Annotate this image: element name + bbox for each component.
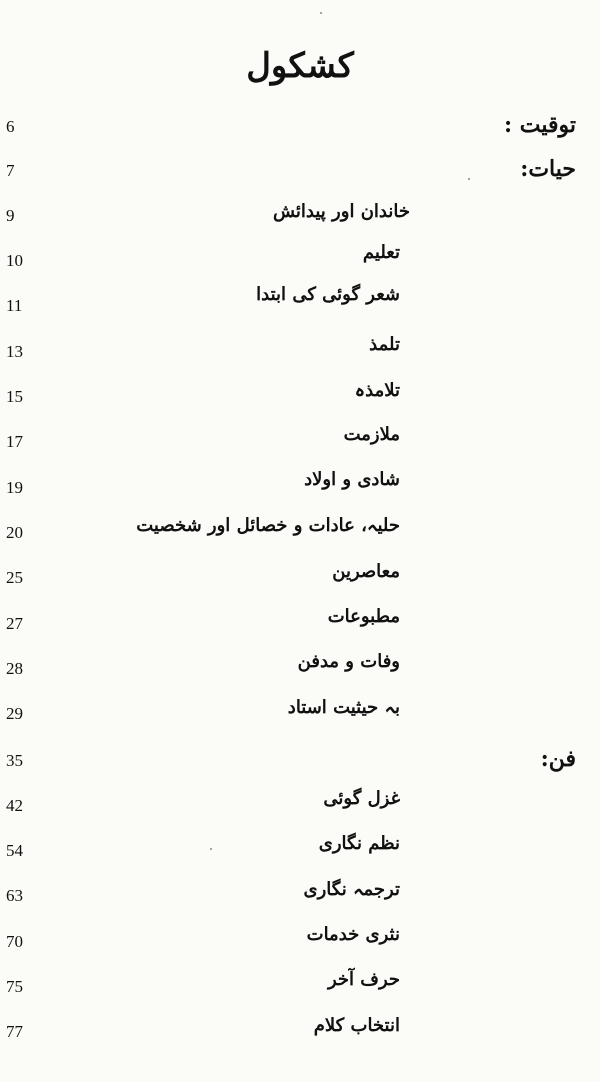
toc-entry: تلامذہ <box>354 380 400 401</box>
page-number: 13 <box>6 342 23 361</box>
paper-speck <box>210 848 212 850</box>
toc-entry: نظم نگاری <box>318 833 400 854</box>
page-number: 63 <box>6 886 23 905</box>
page-number: 54 <box>6 841 23 860</box>
toc-entry: وفات و مدفن <box>297 651 400 672</box>
toc-entry: شادی و اولاد <box>304 469 400 490</box>
toc-entry: خاندان اور پیدائش <box>272 201 410 222</box>
page-number: 25 <box>6 568 23 587</box>
toc-entry: شعر گوئی کی ابتدا <box>256 284 400 305</box>
page-title: کشکول <box>246 46 354 86</box>
toc-entry: حرف آخر <box>327 969 400 990</box>
paper-speck <box>320 12 322 14</box>
toc-entry: ترجمہ نگاری <box>303 879 400 900</box>
toc-entry: بہ حیثیت استاد <box>287 697 400 718</box>
toc-entry: غزل گوئی <box>323 788 400 809</box>
toc-entry: ملازمت <box>343 424 400 445</box>
page-number: 7 <box>6 161 15 180</box>
page-number: 29 <box>6 704 23 723</box>
page-number: 28 <box>6 659 23 678</box>
page-number: 9 <box>6 206 15 225</box>
section-heading-art: فن: <box>540 746 576 772</box>
page-number: 6 <box>6 117 15 136</box>
page-number: 70 <box>6 932 23 951</box>
toc-entry: تعلیم <box>362 242 400 263</box>
page-number: 75 <box>6 977 23 996</box>
section-heading-life: حیات: <box>520 156 576 182</box>
toc-entry: حلیہ، عادات و خصائل اور شخصیت <box>136 515 400 536</box>
page-number: 15 <box>6 387 23 406</box>
toc-entry: نثری خدمات <box>306 924 400 945</box>
toc-entry: معاصرین <box>332 561 400 582</box>
toc-entry: انتخاب کلام <box>313 1015 400 1036</box>
page-number: 19 <box>6 478 23 497</box>
page-number: 35 <box>6 751 23 770</box>
page-number: 17 <box>6 432 23 451</box>
page-number: 27 <box>6 614 23 633</box>
page-number: 77 <box>6 1022 23 1041</box>
toc-entry: تلمذ <box>369 334 400 355</box>
page-number: 42 <box>6 796 23 815</box>
page-number: 11 <box>6 296 23 315</box>
page-number: 10 <box>6 251 23 270</box>
paper-speck <box>468 178 470 180</box>
section-heading-chronology: توقیت : <box>503 112 576 138</box>
page-number: 20 <box>6 523 23 542</box>
toc-entry: مطبوعات <box>327 606 400 627</box>
